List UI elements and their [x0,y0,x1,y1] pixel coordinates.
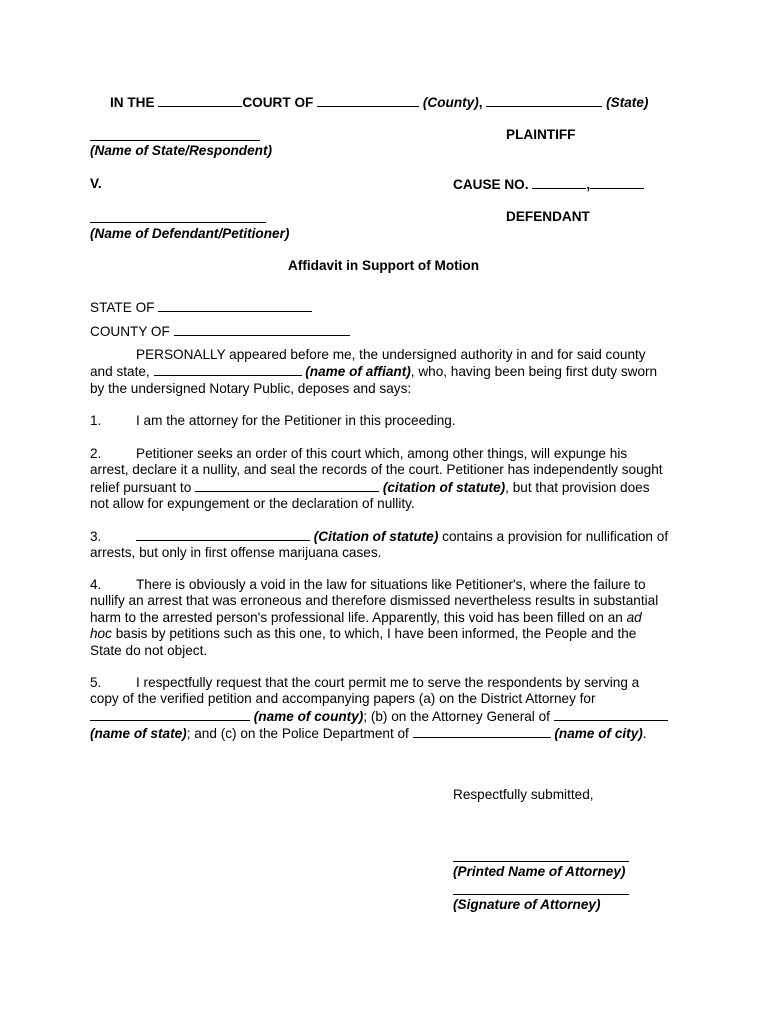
paragraph-4 [90,577,690,659]
plaintiff-label: PLAINTIFF [506,127,576,142]
paragraph-4-line-5: State do not object. [90,642,208,658]
statute-label-1: (citation of statute) [382,479,506,495]
paragraph-3 [90,528,690,562]
document-title: Affidavit in Support of Motion [288,258,480,273]
state-of-blank[interactable] [158,299,312,312]
city-name-label: (name of city) [554,726,643,742]
court-blank[interactable] [158,94,242,107]
defendant-label: DEFENDANT [506,209,590,224]
paragraph-4-line-3: harm to the arrested person's professional life. Apparently, this void has been filled on an [90,609,627,625]
paragraph-5 [90,675,690,743]
court-of-text: COURT OF [242,95,314,110]
paragraph-5-period: . [642,726,647,742]
header-comma: , [478,95,483,110]
state-name-blank[interactable] [554,708,668,721]
paragraph-1 [90,413,690,429]
paragraph-4-line-4: basis by petitions such as this one, to which, I have been informed, the People and the [111,626,637,642]
paragraph-3-number: 3. [90,529,102,544]
defendant-petitioner-label: (Name of Defendant/Petitioner) [90,226,290,241]
paragraph-4-line-1: There is obviously a void in the law for situations like Petitioner's, where the failure to [136,577,646,592]
printed-name-label: (Printed Name of Attorney) [453,864,626,879]
state-label: (State) [606,95,649,110]
respectfully-submitted: Respectfully submitted, [453,787,594,802]
state-respondent-label: (Name of State/Respondent) [90,143,273,158]
intro-line-3: by the undersigned Notary Public, deposes and says: [90,380,412,396]
county-of-label: COUNTY OF [90,324,170,339]
signature-label: (Signature of Attorney) [453,897,601,912]
county-blank[interactable] [317,94,419,107]
hoc-text: hoc [90,626,112,642]
state-name-label: (name of state) [90,726,187,742]
county-of-blank[interactable] [174,323,350,336]
provision-text: , but that provision does [505,479,650,495]
police-department-text: ; and (c) on the Police Department of [186,726,409,742]
versus-label: V. [90,176,102,191]
statute-blank-2[interactable] [136,528,310,541]
ad-text: ad [626,609,642,625]
paragraph-2-line-1: Petitioner seeks an order of this court which, among other things, will expunge his [136,446,628,461]
paragraph-2 [90,446,690,513]
state-of-row [90,299,312,315]
state-of-label: STATE OF [90,300,155,315]
affiant-label: (name of affiant) [305,364,411,380]
statute-blank-1[interactable] [195,479,379,492]
attorney-general-text: ; (b) on the Attorney General of [363,708,550,724]
paragraph-5-line-3 [90,708,690,725]
paragraph-5-line-4 [90,725,690,742]
county-of-row [90,323,350,339]
paragraph-2-line-3 [90,479,690,496]
intro-line-2 [90,363,690,380]
paragraph-2-line-4: not allow for expungement or the declaration of nullity. [90,496,415,512]
paragraph-2-line-2: arrest, declare it a nullity, and seal the records of the court. Petitioner has independently sought [90,462,663,478]
paragraph-3-line-1: contains a provision for nullification of [438,529,669,544]
statute-label-2: (Citation of statute) [313,529,439,544]
paragraph-4-line-2: nullify an arrest that was erroneous and therefore dismissed nevertheless results in substantial [90,593,659,609]
paragraph-5-line-1: I respectfully request that the court permit me to serve the respondents by serving a [136,675,640,690]
cause-no-label: CAUSE NO. [453,177,529,192]
affiant-blank[interactable] [154,363,302,376]
court-heading [110,94,648,110]
cause-no-blank-2[interactable] [590,176,644,189]
county-name-label: (name of county) [253,708,364,724]
paragraph-2-number: 2. [90,446,102,461]
cause-no-separator: , [586,177,591,192]
signature-line[interactable] [453,894,629,895]
paragraph-4-number: 4. [90,577,102,592]
relief-pursuant-text: relief pursuant to [90,479,192,495]
paragraph-1-number: 1. [90,413,102,428]
city-name-blank[interactable] [413,725,551,738]
defendant-petitioner-line[interactable] [90,222,266,223]
in-the-text: IN THE [110,95,155,110]
paragraph-5-number: 5. [90,675,102,690]
printed-name-line[interactable] [453,861,629,862]
intro-sworn-text: , who, having been being first duty sworn [410,364,658,380]
state-respondent-line[interactable] [90,140,260,141]
paragraph-3-line-2: arrests, but only in first offense marijuana cases. [90,545,382,561]
intro-line-1: PERSONALLY appeared before me, the undersigned authority in and for said county [136,347,646,362]
cause-no-blank-1[interactable] [532,176,586,189]
state-blank[interactable] [486,94,602,107]
paragraph-5-line-2: copy of the verified petition and accompanying papers (a) on the District Attorney for [90,691,596,707]
cause-number [453,176,644,192]
paragraph-1-text: I am the attorney for the Petitioner in this proceeding. [136,413,456,428]
county-name-blank[interactable] [90,708,250,721]
intro-paragraph [90,347,690,397]
intro-and-state: and state, [90,364,150,380]
county-label: (County) [422,95,479,110]
